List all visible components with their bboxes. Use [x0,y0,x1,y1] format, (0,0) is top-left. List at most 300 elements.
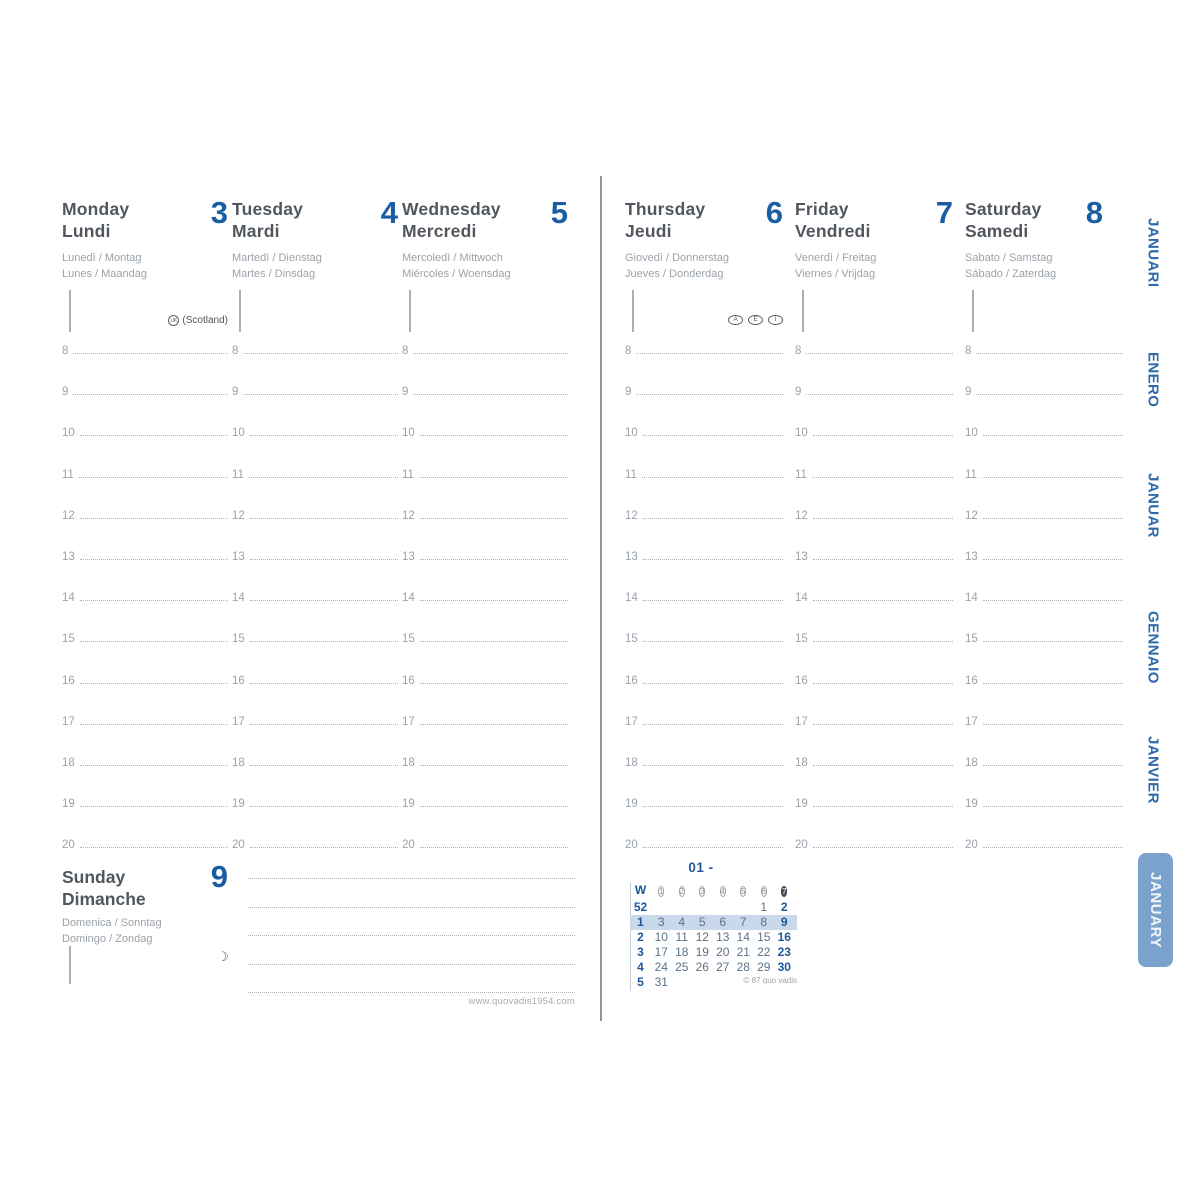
hour-label: 10 [62,427,75,440]
hour-label: 10 [232,427,245,440]
hour-label: 18 [795,757,808,769]
hour-label: 11 [795,468,807,481]
day-of-week-cell [774,883,795,898]
hour-label: 15 [402,633,415,646]
mini-calendar-day-cell: 30 [777,960,791,974]
hour-writing-line [420,518,568,519]
day-of-week-cell [692,883,713,898]
mini-calendar-week-row [630,900,797,915]
hour-row [965,590,1123,604]
mini-calendar-day-cell: 24 [654,960,668,974]
hour-row [795,837,953,851]
hour-row [795,796,953,810]
hour-row [625,714,783,728]
hour-writing-line [420,683,568,684]
mini-calendar-day-cell: 25 [675,960,689,974]
hour-label: 8 [965,345,972,357]
hour-row [62,837,228,851]
hour-label: 11 [62,468,74,481]
day-name [625,198,783,242]
hour-label: 18 [402,757,415,769]
hour-label: 8 [625,345,632,357]
hour-row [62,673,228,687]
hour-row [232,425,398,439]
hour-writing-line [250,600,398,601]
week-number: 4 [637,960,644,974]
hour-label: 9 [62,386,69,399]
day-of-week-cell [651,883,672,898]
column-start-line [69,946,71,984]
hour-label: 17 [232,715,245,728]
hour-writing-line [812,477,953,478]
hour-writing-line [983,559,1123,560]
hour-row [62,714,228,728]
hour-writing-line [983,724,1123,725]
day-name [62,198,228,242]
holiday-country-badges [726,315,783,325]
mini-calendar-day-cell: 13 [716,930,730,944]
day-of-week-circle-6: 6 [761,886,766,896]
mini-calendar-week-row [630,960,797,975]
hour-writing-line [636,394,783,395]
mini-calendar-title: 01 - [688,860,714,875]
day-date-number: 7 [935,195,953,230]
day-subnames [402,250,511,282]
hour-writing-line [636,353,783,354]
hour-label: 17 [402,715,415,728]
hour-row [232,631,398,645]
hour-writing-line [243,394,398,395]
hour-label: 14 [625,592,638,605]
hour-row [402,837,568,851]
mini-calendar-day-cell: 8 [760,915,768,929]
writing-line [248,964,575,965]
mini-calendar-day-cell: 29 [757,960,771,974]
day-sub1: Venerdì / Freitag [795,252,877,264]
day-name-fr: Dimanche [62,889,146,909]
day-date-number: 5 [550,195,568,230]
day-sub1: Giovedì / Donnerstag [625,252,729,264]
hour-row [62,425,228,439]
hour-label: 8 [402,345,409,357]
hour-label: 16 [795,674,808,687]
hour-label: 8 [795,345,802,357]
hour-label: 12 [795,509,808,522]
hour-writing-line [243,353,398,354]
hour-row [625,425,783,439]
hour-label: 19 [62,798,75,811]
hour-label: 15 [625,633,638,646]
hour-label: 14 [402,592,415,605]
day-sub2: Sábado / Zaterdag [965,268,1057,280]
hour-row [795,714,953,728]
hour-label: 16 [965,674,978,687]
hour-writing-line [813,641,953,642]
day-of-week-circle-2: 2 [679,886,684,896]
hour-label: 19 [402,798,415,811]
hour-writing-line [643,518,783,519]
hour-label: 14 [965,592,978,605]
day-of-week-cell [733,883,754,898]
hour-row [62,631,228,645]
hour-writing-line [80,559,228,560]
hour-writing-line [643,600,783,601]
hour-row [625,549,783,563]
day-of-week-circle-4: 4 [720,886,725,896]
hour-writing-line [420,724,568,725]
day-of-week-circle-1: 1 [659,886,664,896]
hour-row [965,837,1123,851]
mini-calendar-day-cell: 1 [760,900,768,914]
day-name [232,198,398,242]
week-number: 5 [637,975,644,989]
hour-writing-line [420,847,568,848]
hour-row [402,467,568,481]
hour-row [965,467,1123,481]
mini-calendar-day-cell: 6 [719,915,727,929]
hour-row [625,755,783,769]
hour-writing-line [73,394,228,395]
day-column-monday [62,195,228,342]
hour-writing-line [80,641,228,642]
hour-label: 9 [232,386,239,399]
hour-row [965,425,1123,439]
mini-calendar-day-cell: 31 [654,975,668,989]
writing-line [248,992,575,993]
hour-label: 13 [62,551,75,563]
mini-calendar-day-cell: 23 [777,945,791,959]
day-column-saturday [965,195,1123,342]
hour-row [232,714,398,728]
mini-calendar-day-cell: 20 [716,945,730,959]
hour-writing-line [813,559,953,560]
hour-writing-line [250,847,398,848]
hour-writing-line [420,435,568,436]
hour-row [625,631,783,645]
hour-row [232,343,398,357]
hour-row [965,384,1123,398]
hour-label: 18 [965,757,978,769]
sunday-date-number: 9 [210,859,228,894]
hour-row [402,631,568,645]
hour-writing-line [643,559,783,560]
hour-row [965,796,1123,810]
hour-writing-line [643,641,783,642]
day-name-en: Friday [795,199,849,219]
hour-row [402,508,568,522]
hour-writing-line [813,600,953,601]
hour-writing-line [80,847,228,848]
day-sub2: Domingo / Zondag [62,933,153,945]
hour-row [62,508,228,522]
day-sub2: Lunes / Maandag [62,268,148,280]
mini-calendar-day-cell: 27 [716,960,730,974]
mini-calendar-day-cell: 5 [698,915,706,929]
hour-writing-line [983,683,1123,684]
hour-label: 12 [965,509,978,522]
hour-writing-line [643,724,783,725]
mini-calendar-day-cell: 14 [736,930,750,944]
hour-label: 20 [232,839,245,852]
hour-row [232,467,398,481]
hour-row [795,631,953,645]
hour-label: 13 [232,551,245,563]
column-start-line [802,290,804,332]
mini-calendar-day-cell: 21 [736,945,750,959]
hour-row [795,673,953,687]
column-start-line [632,290,634,332]
hour-row [62,343,228,357]
hour-label: 18 [232,757,245,769]
hour-writing-line [643,683,783,684]
holiday-note-text: (Scotland) [182,315,228,326]
hour-writing-line [73,353,228,354]
day-subnames [965,250,1056,282]
mini-calendar-day-cell: 3 [657,915,665,929]
day-name-en: Monday [62,199,130,219]
hour-label: 19 [795,798,808,811]
day-sub1: Domenica / Sonntag [62,917,162,929]
mini-calendar-day-cell: 18 [675,945,689,959]
hour-row [795,384,953,398]
hour-row [625,796,783,810]
hour-writing-line [420,559,568,560]
hour-writing-line [413,353,568,354]
hour-writing-line [80,724,228,725]
week-number: 52 [633,900,648,914]
hour-label: 20 [402,839,415,852]
hour-writing-line [983,641,1123,642]
day-subnames [795,250,876,282]
hour-label: 19 [625,798,638,811]
day-of-week-circle-5: 5 [741,886,746,896]
mini-calendar-week-row [630,945,797,960]
hour-writing-line [806,394,953,395]
hour-label: 15 [62,633,75,646]
hour-row [625,673,783,687]
hour-writing-line [250,641,398,642]
hour-label: 10 [965,427,978,440]
hour-writing-line [813,806,953,807]
copyright-text: © 87 quo vadis [743,976,797,985]
day-column-friday [795,195,953,342]
hour-label: 16 [402,674,415,687]
week-column-header: W [634,883,647,897]
day-column-tuesday [232,195,398,342]
column-start-line [972,290,974,332]
hour-row [965,631,1123,645]
country-badge-a-icon: A [728,315,743,325]
hour-label: 15 [795,633,808,646]
moon-phase-icon: ☽ [217,949,229,964]
mini-calendar-week-row [630,930,797,945]
hour-row [232,673,398,687]
writing-line [248,907,575,908]
hour-row [232,590,398,604]
hour-writing-line [813,765,953,766]
hour-writing-line [80,806,228,807]
hour-writing-line [813,847,953,848]
hour-row [625,343,783,357]
week-number: 2 [637,930,644,944]
hour-writing-line [983,806,1123,807]
mini-calendar-day-cell: 7 [739,915,747,929]
hour-label: 8 [62,345,69,357]
hour-row [402,343,568,357]
hour-writing-line [249,477,398,478]
month-edge-label-januar: JANUAR [1144,472,1162,538]
hour-writing-line [976,353,1123,354]
uk-icon: UK [168,315,179,326]
day-column-thursday [625,195,783,342]
day-name-fr: Vendredi [795,221,871,241]
hour-row [402,755,568,769]
hour-writing-line [983,518,1123,519]
hour-label: 13 [402,551,415,563]
month-tab-label: JANUARY [1147,871,1164,949]
mini-calendar-day-cell: 4 [678,915,686,929]
hour-row [232,755,398,769]
day-name-en: Wednesday [402,199,501,219]
month-edge-label-enero: ENERO [1144,352,1162,408]
hour-row [965,508,1123,522]
hour-row [232,384,398,398]
hour-writing-line [420,600,568,601]
mini-calendar-day-cell: 12 [695,930,709,944]
hour-writing-line [250,435,398,436]
hour-row [625,590,783,604]
day-of-week-circle-3: 3 [700,886,705,896]
mini-calendar-day-cell: 19 [695,945,709,959]
day-sub1: Martedì / Dienstag [232,252,322,264]
hour-row [402,673,568,687]
hour-label: 20 [625,839,638,852]
mini-calendar-day-cell: 9 [780,915,788,929]
month-edge-label-janvier: JANVIER [1144,736,1162,804]
hour-label: 11 [402,468,414,481]
hour-label: 14 [232,592,245,605]
day-date-number: 6 [765,195,783,230]
hour-row [62,467,228,481]
hour-label: 17 [625,715,638,728]
day-name-en: Saturday [965,199,1042,219]
hour-writing-line [250,765,398,766]
hour-writing-line [983,847,1123,848]
hour-label: 20 [62,839,75,852]
country-badge-i-icon: I [768,315,783,325]
day-name-en: Tuesday [232,199,304,219]
day-name-fr: Mardi [232,221,280,241]
hour-writing-line [80,435,228,436]
hour-writing-line [813,724,953,725]
hour-row [965,673,1123,687]
hour-label: 10 [625,427,638,440]
hour-row [795,425,953,439]
hour-label: 11 [965,468,977,481]
hour-row [965,714,1123,728]
writing-line [248,878,575,879]
hour-label: 8 [232,345,239,357]
hour-row [62,384,228,398]
hour-writing-line [813,435,953,436]
hour-writing-line [813,518,953,519]
hour-writing-line [976,394,1123,395]
hour-writing-line [420,641,568,642]
mini-calendar-day-cell: 28 [736,960,750,974]
hour-writing-line [79,477,228,478]
day-name-fr: Jeudi [625,221,672,241]
country-badge-e-icon: E [748,315,763,325]
day-name-fr: Mercredi [402,221,477,241]
day-subnames [232,250,322,282]
hour-writing-line [643,765,783,766]
sunday-subnames [62,915,162,947]
mini-calendar-day-cell: 26 [695,960,709,974]
hour-row [402,384,568,398]
day-name-fr: Lundi [62,221,111,241]
hour-writing-line [643,847,783,848]
hour-label: 13 [625,551,638,563]
hour-row [402,714,568,728]
day-date-number: 8 [1085,195,1103,230]
hour-row [965,343,1123,357]
hour-row [795,343,953,357]
mini-calendar-day-cell: 17 [654,945,668,959]
hour-row [62,796,228,810]
hour-writing-line [420,765,568,766]
hour-label: 20 [795,839,808,852]
day-name [795,198,953,242]
hour-row [795,755,953,769]
hour-row [402,796,568,810]
mini-calendar-day-cell: 2 [780,900,788,914]
hour-writing-line [642,477,783,478]
hour-label: 14 [62,592,75,605]
hour-row [795,590,953,604]
day-name [402,198,568,242]
hour-row [232,837,398,851]
hour-writing-line [983,600,1123,601]
day-subnames [625,250,729,282]
day-subnames [62,250,147,282]
hour-label: 9 [625,386,632,399]
day-of-week-cell [754,883,775,898]
day-name-en: Thursday [625,199,706,219]
hour-label: 9 [965,386,972,399]
hour-row [402,549,568,563]
hour-writing-line [643,435,783,436]
hour-label: 19 [965,798,978,811]
week-number: 3 [637,945,644,959]
hour-label: 17 [965,715,978,728]
hour-writing-line [80,600,228,601]
hour-label: 18 [62,757,75,769]
day-name-en: Sunday [62,867,126,887]
website-url: www.quovadis1954.com [468,996,575,1007]
day-sub1: Lunedì / Montag [62,252,142,264]
hour-row [402,425,568,439]
hour-label: 9 [795,386,802,399]
day-sub1: Mercoledì / Mittwoch [402,252,503,264]
day-sub2: Miércoles / Woensdag [402,268,511,280]
mini-calendar-header-row [630,883,797,898]
mini-calendar-day-cell: 22 [757,945,771,959]
hour-writing-line [983,765,1123,766]
hour-label: 14 [795,592,808,605]
hour-label: 16 [625,674,638,687]
hour-label: 13 [965,551,978,563]
hour-row [625,467,783,481]
